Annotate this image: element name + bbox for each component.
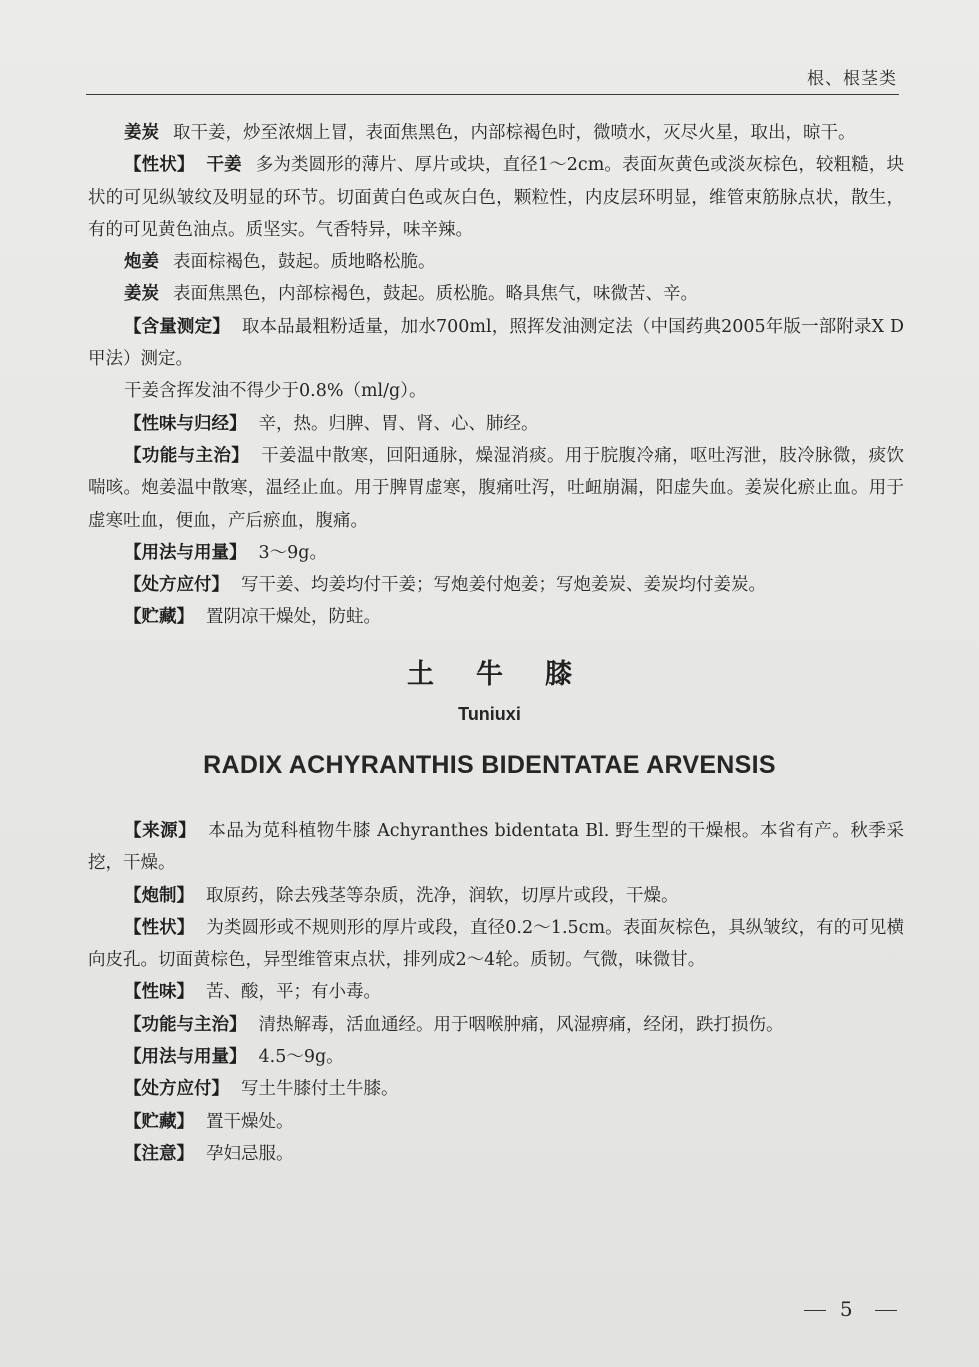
subheading-label: 姜炭 bbox=[124, 284, 159, 305]
paragraph-text: 表面棕褐色，鼓起。质地略松脆。 bbox=[173, 252, 436, 273]
paragraph bbox=[88, 601, 904, 633]
paragraph-text: 置干燥处。 bbox=[206, 1111, 294, 1132]
header-section-title: 根、根茎类 bbox=[807, 69, 897, 89]
entry-pinyin: Tuniuxi bbox=[458, 704, 521, 724]
paragraph bbox=[88, 976, 904, 1008]
paragraph bbox=[88, 1073, 904, 1105]
section-label: 【含量测定】 bbox=[124, 316, 230, 337]
paragraph bbox=[88, 1041, 904, 1073]
paragraph bbox=[88, 117, 904, 149]
paragraph bbox=[88, 569, 904, 601]
entry-title: 土牛膝 bbox=[407, 659, 614, 690]
paragraph-text: 写干姜、均姜均付干姜；写炮姜付炮姜；写炮姜炭、姜炭均付姜炭。 bbox=[241, 575, 766, 596]
subheading-label: 姜炭 bbox=[124, 123, 159, 143]
section-label: 【性状】 bbox=[124, 155, 195, 176]
paragraph bbox=[88, 880, 904, 912]
page-number-dash-right bbox=[875, 1310, 897, 1312]
paragraph-text: 表面焦黑色，内部棕褐色，鼓起。质松脆。略具焦气，味微苦、辛。 bbox=[173, 284, 698, 305]
paragraph bbox=[88, 1009, 904, 1041]
page-number-value: 5 bbox=[839, 1297, 861, 1321]
paragraph-text: 3～9g。 bbox=[258, 542, 327, 563]
paragraph bbox=[88, 815, 904, 880]
section-label: 【贮藏】 bbox=[124, 1111, 194, 1132]
section-label: 【炮制】 bbox=[124, 885, 194, 906]
section-label: 【注意】 bbox=[124, 1143, 194, 1164]
paragraph bbox=[88, 537, 904, 569]
section-label: 【性状】 bbox=[124, 917, 195, 938]
page-number-dash-left bbox=[804, 1310, 826, 1312]
section-label: 【贮藏】 bbox=[124, 607, 194, 628]
paragraph bbox=[88, 1106, 904, 1138]
paragraph-text: 苦、酸，平；有小毒。 bbox=[206, 982, 381, 1003]
section-label: 【用法与用量】 bbox=[124, 1047, 247, 1068]
paragraph-text: 本品为苋科植物牛膝 Achyranthes bidentata Bl. 野生型的干燥根。本省有产。秋季采挖，干燥。 bbox=[88, 821, 904, 874]
paragraph-text: 4.5～9g。 bbox=[258, 1047, 344, 1068]
paragraph-text: 置阴凉干燥处，防蛀。 bbox=[206, 607, 381, 628]
section-label: 【处方应付】 bbox=[124, 575, 229, 596]
paragraph bbox=[88, 375, 904, 407]
paragraph bbox=[88, 278, 904, 310]
entry-tuniuxi bbox=[88, 815, 904, 1170]
running-header bbox=[86, 60, 899, 95]
paragraph bbox=[88, 408, 904, 440]
paragraph bbox=[88, 246, 904, 278]
paragraph-text: 取原药，除去残茎等杂质，洗净，润软，切厚片或段，干燥。 bbox=[206, 885, 679, 906]
section-label: 【处方应付】 bbox=[124, 1079, 229, 1100]
paragraph-text: 干姜含挥发油不得少于0.8%（ml/g）。 bbox=[124, 381, 427, 402]
paragraph-text: 干姜温中散寒，回阳通脉，燥湿消痰。用于脘腹冷痛，呕吐泻泄，肢冷脉微，痰饮喘咳。炮姜温中散寒，温经止血。用于脾胃虚寒，腹痛吐泻，吐衄崩漏，阳虚失血。姜炭化瘀止血。用于虚寒吐血，便血，产后瘀血，腹痛。 bbox=[88, 445, 905, 531]
paragraph-text: 孕妇忌服。 bbox=[206, 1143, 294, 1164]
paragraph-text: 写土牛膝付土牛膝。 bbox=[241, 1079, 399, 1100]
subheading-label: 干姜 bbox=[206, 155, 242, 176]
paragraph-text: 为类圆形或不规则形的厚片或段，直径0.2～1.5cm。表面灰棕色，具纵皱纹，有的可见横向皮孔。切面黄棕色，异型维管束点状，排列成2～4轮。质韧。气微，味微甘。 bbox=[88, 917, 904, 971]
paragraph bbox=[88, 149, 904, 246]
section-label: 【性味】 bbox=[124, 982, 194, 1003]
paragraph bbox=[88, 912, 904, 977]
paragraph-text: 取干姜，炒至浓烟上冒，表面焦黑色，内部棕褐色时，微喷水，灭尽火星，取出，晾干。 bbox=[173, 123, 856, 143]
section-label: 【性味与归经】 bbox=[124, 413, 247, 434]
paragraph-text: 取本品最粗粉适量，加水700ml，照挥发油测定法（中国药典2005年版一部附录Ⅹ D甲法）测定。 bbox=[88, 316, 904, 370]
paragraph bbox=[88, 1138, 904, 1170]
paragraph-text: 清热解毒，活血通经。用于咽喉肿痛，风湿痹痛，经闭，跌打损伤。 bbox=[258, 1014, 784, 1035]
paragraph-text: 多为类圆形的薄片、厚片或块，直径1～2cm。表面灰黄色或淡灰棕色，较粗糙，块状的可见纵皱纹及明显的环节。切面黄白色或灰白色，颗粒性，内皮层环明显，维管束筋脉点状，散生，有的可见黄色油点。质坚实。气香特异，味辛辣。 bbox=[88, 155, 905, 240]
paragraph bbox=[88, 311, 904, 376]
entry-latin-name: RADIX ACHYRANTHIS BIDENTATAE ARVENSIS bbox=[203, 751, 776, 779]
section-label: 【功能与主治】 bbox=[124, 1014, 247, 1035]
section-label: 【功能与主治】 bbox=[124, 445, 250, 466]
entry-ginger-continued bbox=[88, 117, 904, 634]
paragraph-text: 辛，热。归脾、胃、肾、心、肺经。 bbox=[258, 413, 539, 434]
subheading-label: 炮姜 bbox=[124, 252, 159, 273]
section-label: 【用法与用量】 bbox=[124, 542, 247, 563]
section-label: 【来源】 bbox=[124, 821, 197, 841]
page-number bbox=[804, 1297, 897, 1321]
paragraph bbox=[88, 440, 904, 537]
